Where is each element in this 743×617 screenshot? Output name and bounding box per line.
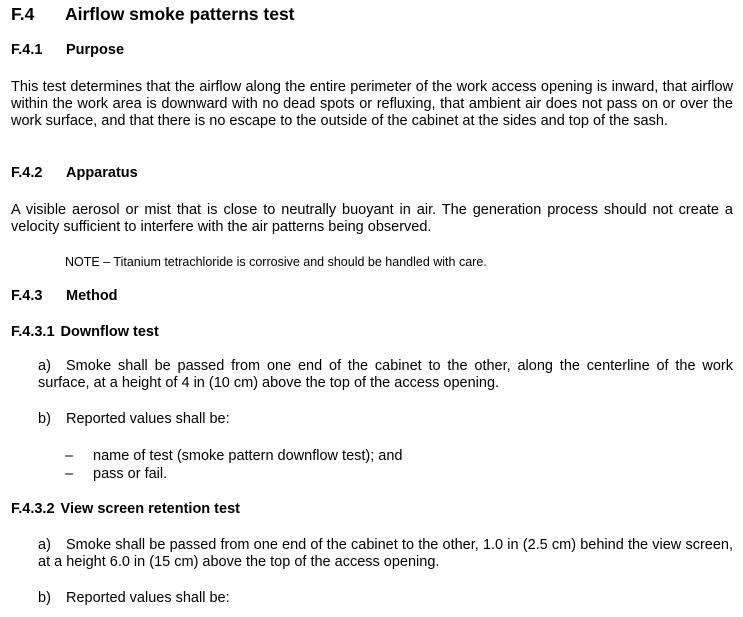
list-item	[38, 537, 733, 571]
item-label: a)	[38, 537, 51, 553]
section-heading-f42	[11, 165, 138, 181]
purpose-paragraph: This test determines that the airflow along the entire perimeter of the work access opening is inward, that airflow within the work area is downward with no dead spots or refluxing, that ambient air does not pass on or over the work surface, and that there is no escape to the outside of the cabinet at the sides and top of the sash.	[11, 79, 733, 130]
section-number: F.4	[11, 4, 35, 24]
bullet-text: name of test (smoke pattern downflow test); and	[93, 448, 403, 464]
apparatus-paragraph: A visible aerosol or mist that is close to neutrally buoyant in air. The generation process should not create a velocity sufficient to interfere with the air patterns being observed.	[11, 202, 733, 236]
section-title: Airflow smoke patterns test	[65, 4, 295, 24]
section-number: F.4.3	[11, 288, 43, 304]
dash-marker: –	[65, 466, 74, 482]
item-label: b)	[38, 590, 51, 606]
section-heading-f41	[11, 42, 124, 58]
section-heading-f4	[11, 4, 295, 25]
section-number: F.4.2	[11, 165, 43, 181]
section-title: Purpose	[66, 42, 125, 58]
item-text: Reported values shall be:	[66, 411, 230, 427]
section-number: F.4.3.2	[11, 501, 55, 517]
section-title: Apparatus	[66, 165, 138, 181]
section-number: F.4.1	[11, 42, 43, 58]
list-item	[38, 411, 733, 428]
note-text: NOTE – Titanium tetrachloride is corrosive and should be handled with care.	[65, 255, 487, 269]
bullet-item	[65, 466, 167, 482]
dash-marker: –	[65, 448, 74, 464]
item-text: Smoke shall be passed from one end of the cabinet to the other, along the centerline of the work surface, at a height of 4 in (10 cm) above the top of the access opening.	[38, 358, 733, 392]
section-heading-f431	[11, 324, 159, 340]
section-heading-f432	[11, 501, 240, 517]
item-label: a)	[38, 358, 51, 374]
section-heading-f43	[11, 288, 118, 304]
item-label: b)	[38, 411, 51, 427]
list-item	[38, 358, 733, 392]
section-title: Method	[66, 288, 118, 304]
item-text: Smoke shall be passed from one end of the cabinet to the other, 1.0 in (2.5 cm) behind the view screen, at a height 6.0 in (15 cm) above the top of the access opening.	[38, 537, 733, 571]
bullet-text: pass or fail.	[93, 466, 168, 482]
section-title: Downflow test	[60, 324, 159, 340]
section-title: View screen retention test	[60, 501, 240, 517]
bullet-item	[65, 448, 402, 464]
list-item	[38, 590, 733, 607]
section-number: F.4.3.1	[11, 324, 55, 340]
item-text: Reported values shall be:	[66, 590, 230, 606]
